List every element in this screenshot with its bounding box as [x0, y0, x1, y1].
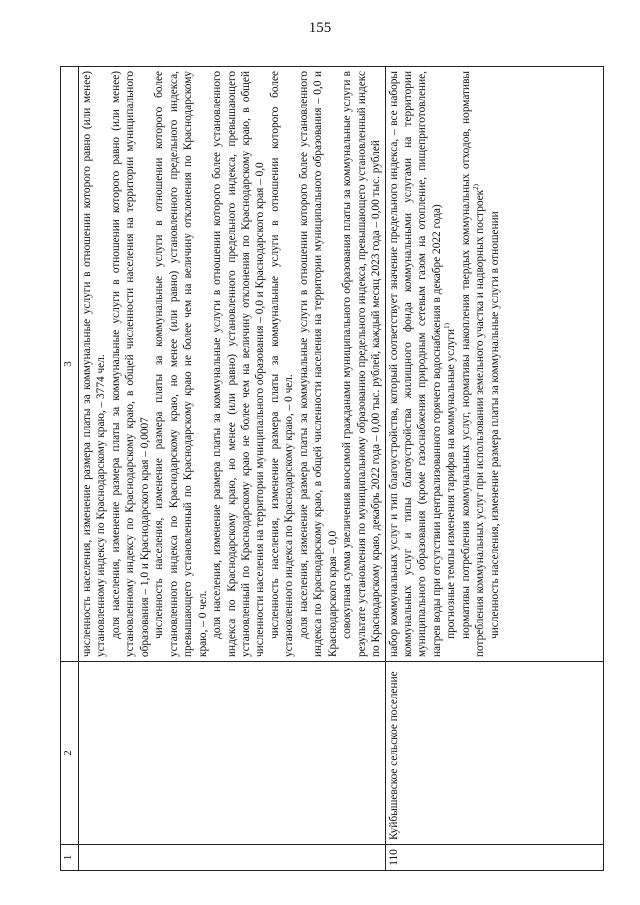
- cell-indicators: [385, 67, 603, 662]
- column-header-2: 2: [61, 662, 79, 845]
- cell-number-empty: [79, 845, 386, 871]
- column-header-3: 3: [61, 67, 79, 662]
- paragraph: совокупная сумма увеличения вносимой гражданами муниципального образования платы за коммунальные услуги в результате установления по муниципальному образованию предельного индекса, превышающего установленный индекс по Краснодарскому краю, декабрь 2022 года – 0,00 тыс. рублей, каждый месяц 2023 года – 0,00 тыс. рублей: [341, 71, 383, 657]
- column-header-1: 1: [61, 845, 79, 871]
- table-header-row: [61, 67, 79, 871]
- paragraph-text: нормативы потребления коммунальных услуг, нормативы накопления твердых коммунальных отходов, нормативы потребления коммунальных услуг при использовании земельного участка и надворных построек: [459, 71, 487, 657]
- paragraph: набор коммунальных услуг и тип благоустройства, который соответствует значение предельного индекса, – все наборы коммунальных услуг и типы благоустройства жилищного фонда коммунальными услугами на территории муниципального образования (кроме газоснабжения природным сетевым газом на отопление, пищеприготовление, нагрев воды при отсутствии централизованного горячего водоснабжения в декабре 2022 года): [387, 71, 443, 657]
- table-row-continuation: [79, 67, 386, 871]
- rotated-table-wrapper: [60, 66, 604, 871]
- paragraph: численность населения, изменение размера платы за коммунальные услуги в отношении: [488, 211, 501, 639]
- paragraph: доля населения, изменение размера платы за коммунальные услуги в отношении которого более установленного индекса по Краснодарскому краю, в общей численности населения на территории муниципального образования – 0,0 и Краснодарского края – 0,0: [297, 71, 339, 657]
- paragraph: [459, 71, 488, 657]
- paragraph: [444, 71, 458, 657]
- rotated-table-container: [60, 66, 604, 871]
- paragraph: численность населения, изменение размера платы за коммунальные услуги в отношении которого более установленного индекса по Краснодарскому краю, – 0 чел.: [268, 71, 296, 657]
- cell-row-number: 110: [385, 845, 603, 871]
- page-number: 155: [308, 20, 332, 36]
- cell-name-empty: [79, 662, 386, 845]
- paragraph: доля населения, изменение размера платы за коммунальные услуги в отношении которого более установленного индекса по Краснодарскому краю, но менее (или равно) установленного предельного индекса, превышающего установленный по Краснодарскому краю не более чем на величину отклонения по Краснодарскому краю, в общей численности населения на территории муниципального образования – 0,0 и Краснодарского края – 0,0: [211, 71, 267, 657]
- municipality-name: Куйбышевское сельское поселение: [387, 671, 400, 840]
- table-row-110: [385, 67, 603, 871]
- cell-indicators-continuation: [79, 67, 386, 662]
- footnote-marker: 1): [443, 323, 452, 329]
- cell-municipality-name: [385, 662, 603, 845]
- data-table: [60, 66, 604, 871]
- paragraph: численность населения, изменение размера платы за коммунальные услуги в отношении которого равно (или менее) установленному индексу по Краснодарскому краю, – 3774 чел.: [81, 71, 108, 657]
- footnote-marker: 2): [472, 183, 481, 190]
- paragraph: численность населения, изменение размера платы за коммунальные услуги в отношении которого более установленного индекса по Краснодарскому краю, но менее (или равно) установленного предельного индекса, превышающего установленный по Краснодарскому краю не более чем на величину отклонения по Краснодарскому краю, – 0 чел.: [153, 71, 209, 657]
- paragraph-text: прогнозные темпы изменения тарифов на коммунальные услуги: [445, 328, 458, 639]
- paragraph: доля населения, изменение размера платы за коммунальные услуги в отношении которого равно (или менее) установленному индексу по Краснодарскому краю, в общей численности населения на территории муниципального образования – 1,0 и Краснодарского края – 0,0007: [109, 71, 151, 657]
